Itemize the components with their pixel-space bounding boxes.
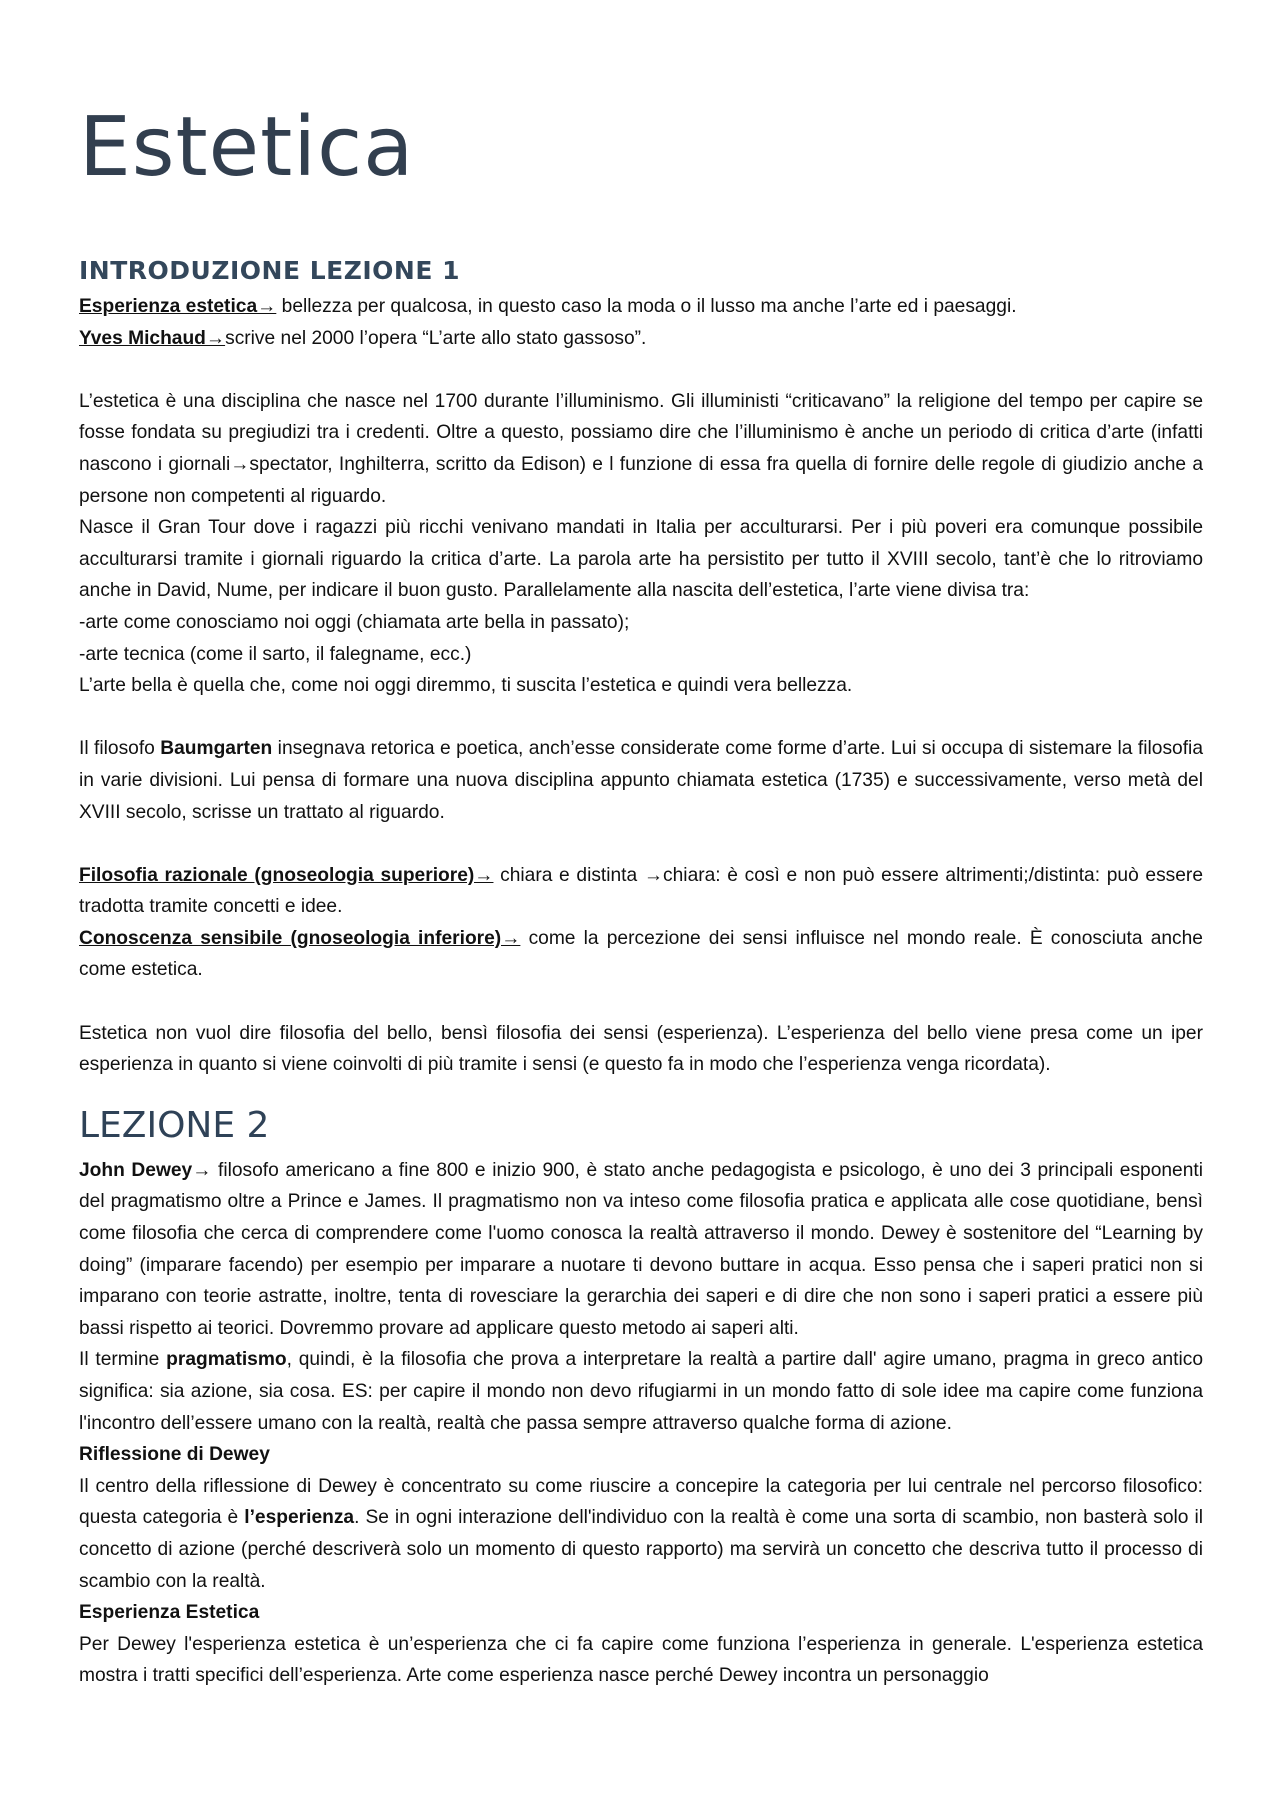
definition-text: bellezza per qualcosa, in questo caso la moda o il lusso ma anche l’arte ed i paesaggi. — [276, 296, 1017, 317]
text-run: insegnava retorica e poetica, anch’esse considerate come forme d’arte. Lui si occupa di sistemare la filosofia in varie divisioni. Lui pensa di formare una nuova disciplina appunto chiamata estetica (1735) e successivamente, verso metà del XVIII secolo, scrisse un trattato al riguardo. — [79, 738, 1203, 823]
spacer — [79, 354, 1203, 386]
paragraph: Nasce il Gran Tour dove i ragazzi più ricchi venivano mandati in Italia per acculturarsi. Per i più poveri era comunque possibile acculturarsi tramite i giornali riguardo la critica d’arte. La parola arte ha persistito per tutto il XVIII secolo, tant’è che lo ritroviamo anche in David, Nume, per indicare il buon gusto. Parallelamente alla nascita dell’estetica, l’arte viene divisa tra: — [79, 517, 1203, 602]
definition-text: chiara e distinta →chiara: è così e non può essere altrimenti;/distinta: può essere tradotta tramite concetti e idee. — [79, 864, 1203, 918]
term-esperienza: l’esperienza — [244, 1507, 355, 1529]
paragraph: L’arte bella è quella che, come noi oggi diremmo, ti suscita l’estetica e quindi vera bellezza. — [79, 675, 853, 697]
definition-text: scrive nel 2000 l’opera “L’arte allo stato gassoso”. — [225, 327, 647, 349]
paragraph: -arte come conosciamo noi oggi (chiamata arte bella in passato); — [79, 611, 630, 633]
definition-conoscenza-sensibile — [79, 923, 1203, 986]
paragraph-baumgarten — [79, 733, 1203, 828]
spacer — [79, 986, 1203, 1018]
section-introduzione — [79, 254, 1203, 1081]
definition-text: come la percezione dei sensi influisce nel mondo reale. È conosciuta anche come estetica. — [79, 927, 1203, 981]
subheading-esperienza-estetica: Esperienza Estetica — [79, 1602, 260, 1624]
spacer — [79, 828, 1203, 860]
subheading-riflessione: Riflessione di Dewey — [79, 1444, 270, 1466]
text-run: Il filosofo — [79, 738, 161, 760]
section-lezione-2 — [79, 1103, 1203, 1692]
paragraph: Per Dewey l'esperienza estetica è un’esperienza che ci fa capire come funziona l’esperienza in generale. L'esperienza estetica mostra i tratti specifici dell’esperienza. Arte come esperienza nasce perché Dewey incontra un personaggio — [79, 1633, 1203, 1687]
text-run: filosofo americano a fine 800 e inizio 900, è stato anche pedagogista e psicologo, è uno dei 3 principali esponenti del pragmatismo oltre a Prince e James. Il pragmatismo non va inteso come filosofia pratica e applicata alle cose quotidiane, bensì come filosofia che cerca di comprendere come l'uomo conosca la realtà attraverso il mondo. Dewey è sostenitore del “Learning by doing” (imparare facendo) per esempio per imparare a nuotare ti devono buttare in acqua. Esso pensa che i saperi pratici non si imparano con teorie astratte, inoltre, tenta di rovesciare la gerarchia dei saperi e di dire che non sono i saperi pratici a essere più bassi rispetto ai teorici. Dovremmo provare ad applicare questo metodo ai saperi alti. — [79, 1159, 1203, 1339]
definition-filosofia-razionale — [79, 860, 1203, 923]
text-run: Il termine — [79, 1349, 167, 1371]
text-run: . Se in ogni interazione dell'individuo con la realtà è come una sorta di scambio, non basterà solo il concetto di azione (perché descriverà solo un momento di questo rapporto) ma servirà un concetto che descriva tutto il processo di scambio con la realtà. — [79, 1507, 1203, 1592]
paragraph: -arte tecnica (come il sarto, il falegname, ecc.) — [79, 643, 472, 665]
paragraph-pragmatismo — [79, 1344, 1203, 1439]
paragraph: L’estetica è una disciplina che nasce nel 1700 durante l’illuminismo. Gli illuministi “criticavano” la religione del tempo per capire se fosse fondata su pregiudizi tra i credenti. Oltre a questo, possiamo dire che l’illuminismo è anche un periodo di critica d’arte (infatti nascono i giornali→spectator, Inghilterra, scritto da Edison) e l funzione di essa fra quella di fornire delle regole di giudizio anche a persone non competenti al riguardo. — [79, 390, 1203, 507]
definition-esperienza-estetica — [79, 291, 1203, 323]
spacer — [79, 702, 1203, 734]
term-conoscenza-sensibile: Conoscenza sensibile (gnoseologia inferiore)→ — [79, 927, 521, 949]
text-run: , quindi, è la filosofia che prova a interpretare la realtà a partire dall' agire umano, pragma in greco antico significa: sia azione, sia cosa. ES: per capire il mondo non devo rifugiarmi in un mondo fatto di sole idee ma capire come funziona l'incontro dell’essere umano con la realtà, realtà che passa sempre attraverso qualche forma di azione. — [79, 1349, 1203, 1434]
term-yves-michaud: Yves Michaud→ — [79, 327, 226, 349]
term-filosofia-razionale: Filosofia razionale (gnoseologia superiore)→ — [79, 864, 494, 886]
section-heading-lezione-2: LEZIONE 2 — [79, 1104, 270, 1146]
text-run: Il centro della riflessione di Dewey è concentrato su come riuscire a concepire la categoria per lui centrale nel percorso filosofico: questa categoria è — [79, 1475, 1203, 1529]
term-baumgarten: Baumgarten — [160, 738, 273, 760]
paragraph-riflessione — [79, 1471, 1203, 1597]
term-john-dewey: John Dewey→ — [79, 1159, 212, 1181]
term-esperienza-estetica: Esperienza estetica→ — [79, 296, 277, 317]
section-heading-intro: INTRODUZIONE LEZIONE 1 — [79, 256, 461, 285]
definition-yves-michaud — [79, 323, 1203, 355]
document-title: Estetica — [79, 100, 415, 195]
paragraph-dewey — [79, 1155, 1203, 1345]
paragraph: Estetica non vuol dire filosofia del bello, bensì filosofia dei sensi (esperienza). L’esperienza del bello viene presa come un iper esperienza in quanto si viene coinvolti di più tramite i sensi (e questo fa in modo che l’esperienza venga ricordata). — [79, 1022, 1203, 1076]
term-pragmatismo: pragmatismo — [166, 1349, 287, 1371]
